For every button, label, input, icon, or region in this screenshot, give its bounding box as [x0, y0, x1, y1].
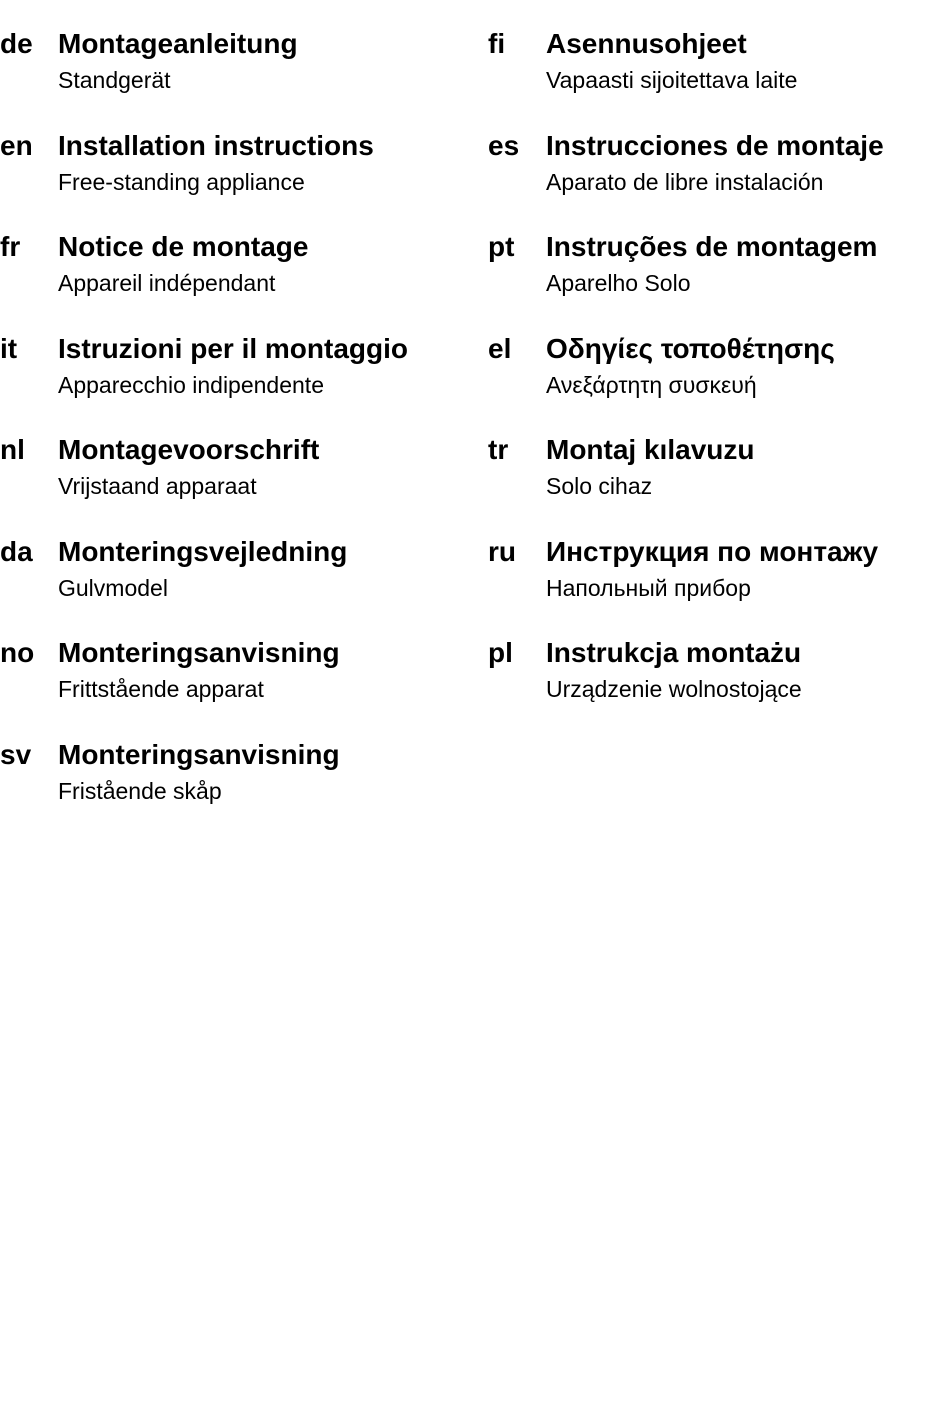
language-entry-pl — [488, 634, 950, 736]
manual-title: Οδηγίες τοποθέτησης — [546, 332, 835, 364]
language-code: fr — [0, 231, 21, 262]
language-code: de — [0, 28, 33, 59]
language-entry-nl — [0, 431, 480, 533]
language-code: fi — [488, 28, 506, 59]
appliance-type: Vrijstaand apparaat — [58, 473, 257, 499]
appliance-type: Fristående skåp — [58, 777, 222, 804]
appliance-type: Напольный прибор — [546, 574, 751, 601]
language-code: pl — [488, 637, 513, 668]
language-entry-fi — [488, 25, 950, 127]
language-entry-it — [0, 330, 480, 432]
manual-title: Инструкция по монтажу — [546, 535, 879, 567]
language-code: no — [0, 637, 35, 668]
left-language-column — [0, 25, 480, 837]
appliance-type: Aparato de libre instalación — [546, 168, 824, 195]
manual-title: Installation instructions — [58, 129, 374, 161]
appliance-type: Standgerät — [58, 67, 171, 93]
appliance-type: Appareil indépendant — [58, 270, 276, 296]
language-entry-de — [0, 25, 480, 127]
language-entry-tr — [488, 431, 950, 533]
language-code: tr — [488, 434, 509, 465]
manual-title: Notice de montage — [58, 231, 309, 262]
appliance-type: Aparelho Solo — [546, 270, 691, 296]
appliance-type: Ανεξάρτητη συσκευή — [546, 371, 757, 398]
language-code: el — [488, 332, 512, 364]
appliance-type: Vapaasti sijoitettava laite — [546, 67, 798, 93]
manual-title: Instrucciones de montaje — [546, 129, 884, 161]
manual-title: Monteringsanvisning — [58, 738, 340, 770]
appliance-type: Urządzenie wolnostojące — [546, 676, 802, 702]
language-entry-el — [488, 330, 950, 432]
language-entry-ru — [488, 533, 950, 635]
manual-title: Montageanleitung — [58, 28, 298, 59]
language-code: ru — [488, 535, 516, 567]
appliance-type: Frittstående apparat — [58, 676, 264, 702]
language-entry-es — [488, 127, 950, 229]
right-language-column — [488, 25, 950, 736]
manual-title: Instrukcja montażu — [546, 637, 802, 668]
language-entry-sv — [0, 736, 480, 838]
language-code: it — [0, 332, 18, 364]
appliance-type: Free-standing appliance — [58, 168, 305, 195]
language-code: nl — [0, 434, 25, 465]
language-code: es — [488, 129, 520, 161]
manual-title: Montagevoorschrift — [58, 434, 320, 465]
language-entry-da — [0, 533, 480, 635]
manual-title: Instruções de montagem — [546, 231, 878, 262]
appliance-type: Apparecchio indipendente — [58, 371, 324, 398]
language-code: sv — [0, 738, 32, 770]
appliance-type: Solo cihaz — [546, 473, 653, 499]
language-entry-no — [0, 634, 480, 736]
manual-title: Asennusohjeet — [546, 28, 747, 59]
language-code: en — [0, 129, 33, 161]
language-code: pt — [488, 231, 515, 262]
appliance-type: Gulvmodel — [58, 574, 168, 601]
manual-title: Monteringsanvisning — [58, 637, 340, 668]
language-entry-fr — [0, 228, 480, 330]
language-entry-en — [0, 127, 480, 229]
manual-title: Istruzioni per il montaggio — [58, 332, 408, 364]
manual-title: Monteringsvejledning — [58, 535, 348, 567]
language-code: da — [0, 535, 33, 567]
manual-title: Montaj kılavuzu — [546, 434, 755, 465]
language-entry-pt — [488, 228, 950, 330]
